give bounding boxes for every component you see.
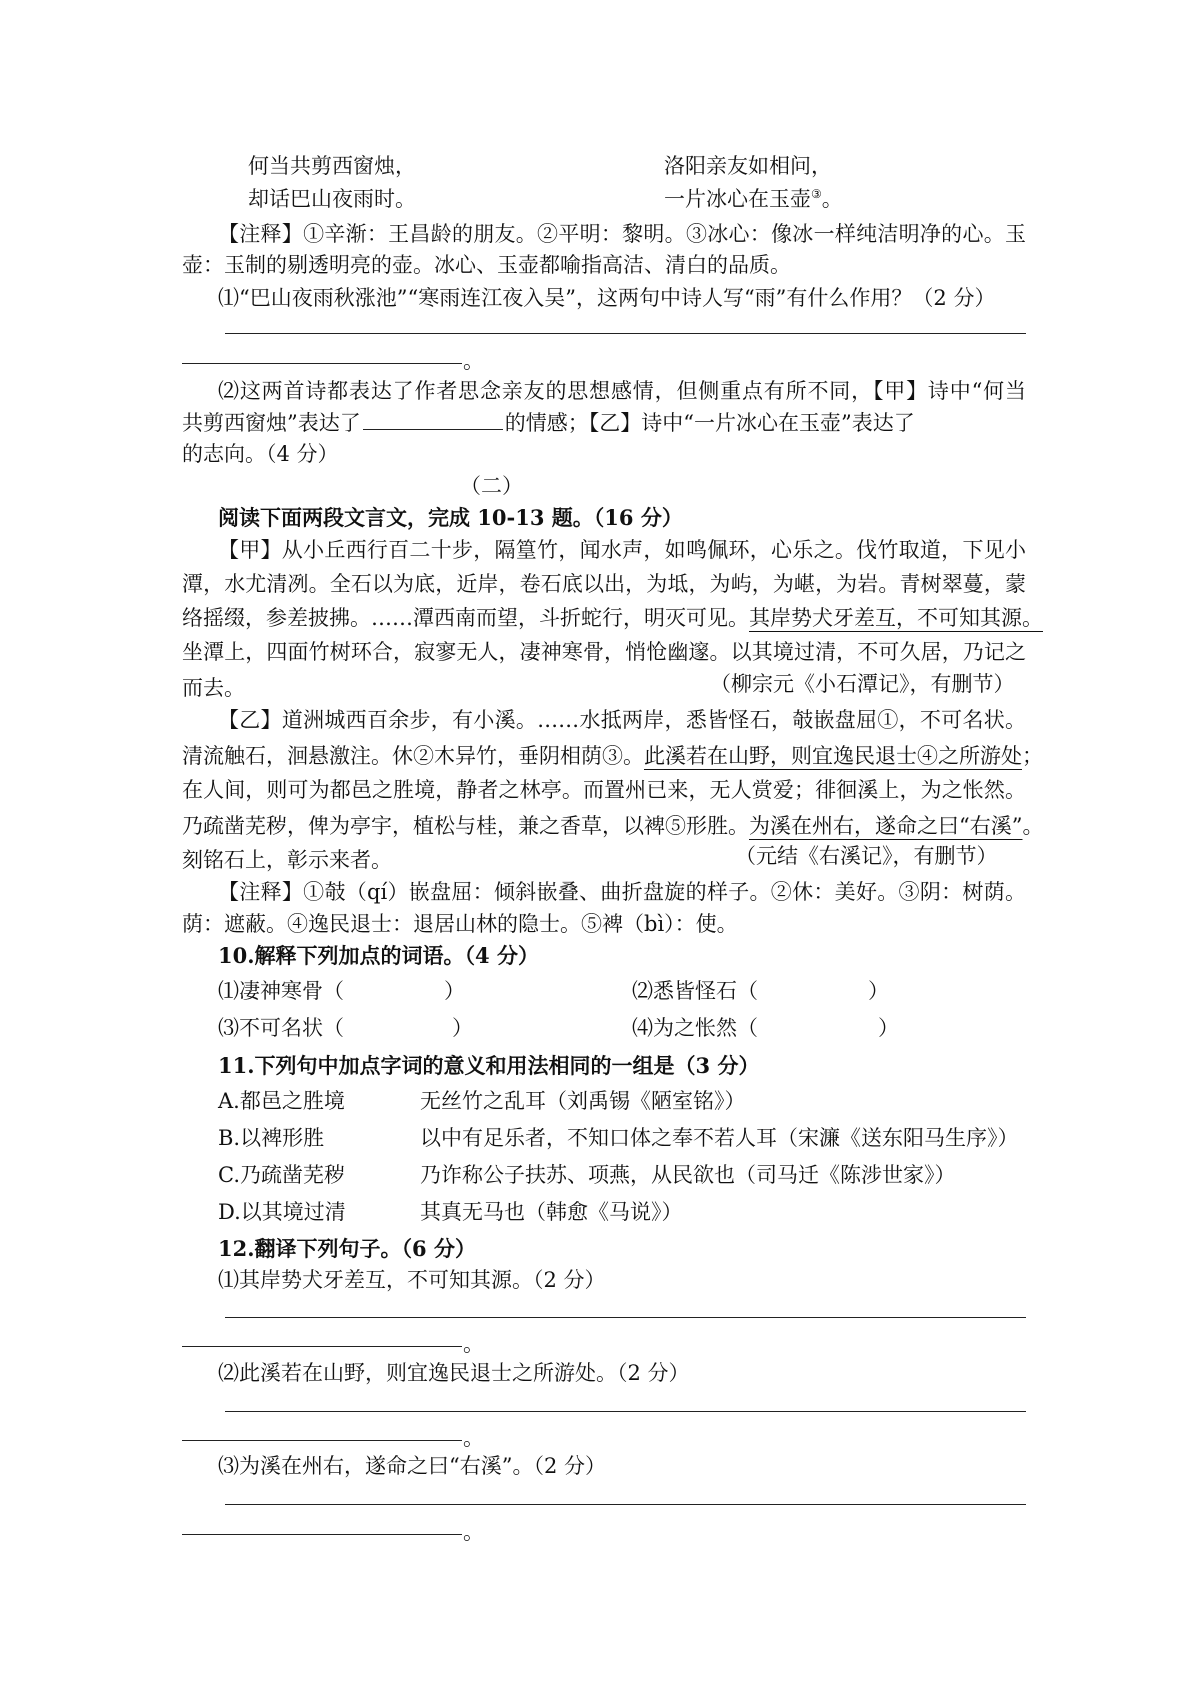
q11-option-a-right: 无丝竹之乱耳（刘禹锡《陋室铭》） bbox=[420, 1089, 746, 1113]
q10-item-label: ⑴凄神寒骨（ bbox=[218, 979, 344, 1003]
poem-right-line-2 bbox=[664, 183, 843, 213]
poem-left-line-2: 却话巴山夜雨时。 bbox=[248, 187, 416, 211]
q10-item-2 bbox=[632, 975, 889, 1005]
fill-blank[interactable] bbox=[363, 409, 503, 430]
q11-option-b-right: 以中有足乐者，不知口体之奉不若人耳（宋濂《送东阳马生序》） bbox=[420, 1126, 1019, 1150]
text-jia-line-1: 【甲】从小丘西行百二十步，隔篁竹，闻水声，如鸣佩环，心乐之。伐竹取道，下见小 bbox=[218, 538, 1026, 562]
footnote-marker: ③ bbox=[811, 187, 822, 201]
text-jia-line-2: 潭，水尤清冽。全石以为底，近岸，卷石底以出，为坻，为屿，为嵁，为岩。青树翠蔓，蒙 bbox=[182, 572, 1026, 596]
text-yi-line-3: 在人间，则可为都邑之胜境，静者之林亭。而置州已来，无人赏爱；徘徊溪上，为之怅然。 bbox=[182, 778, 1026, 802]
answer-line[interactable] bbox=[225, 1317, 1026, 1318]
answer-end-mark: 。 bbox=[463, 1332, 484, 1356]
q9-part2-line-3: 的志向。（4 分） bbox=[182, 442, 339, 466]
text-yi-underlined-sentence-1: 此溪若在山野，则宜逸民退士④之所游处 bbox=[644, 744, 1022, 768]
poem-right-line-2-text: 一片冰心在玉壶 bbox=[664, 187, 811, 211]
q9-part2-text-a: 共剪西窗烛”表达了 bbox=[182, 411, 361, 435]
q10-item-close: ） bbox=[452, 1016, 473, 1040]
text-yi-line-4-end: 。 bbox=[1022, 814, 1044, 838]
q10-item-label: ⑷为之怅然（ bbox=[632, 1016, 758, 1040]
text-note-line-2: 荫：遮蔽。④逸民退士：退居山林的隐士。⑤裨（bì）：使。 bbox=[182, 912, 738, 936]
text-jia-source: （柳宗元《小石潭记》，有删节） bbox=[710, 672, 1015, 696]
text-note-line-1: 【注释】①攲（qí）嵌盘屈：倾斜嵌叠、曲折盘旋的样子。②休：美好。③阴：树荫。 bbox=[218, 880, 1026, 904]
q10-item-3 bbox=[218, 1012, 473, 1042]
q10-item-4 bbox=[632, 1012, 899, 1042]
answer-line[interactable] bbox=[225, 1411, 1026, 1412]
poem-right-line-2-end: 。 bbox=[821, 187, 843, 211]
q11-option-a-left[interactable]: A.都邑之胜境 bbox=[218, 1089, 345, 1113]
text-yi-line-4-text: 乃疏凿芜秽，俾为亭宇，植松与桂，兼之香草，以裨⑤形胜。 bbox=[182, 814, 749, 838]
answer-end-mark: 。 bbox=[463, 349, 484, 373]
q11-option-d-left[interactable]: D.以其境过清 bbox=[218, 1200, 346, 1224]
text-yi-source: （元结《右溪记》，有删节） bbox=[735, 844, 998, 868]
q11-option-b-left[interactable]: B.以裨形胜 bbox=[218, 1126, 325, 1150]
q10-item-label: ⑶不可名状（ bbox=[218, 1016, 344, 1040]
q12-title: 12.翻译下列句子。（6 分） bbox=[218, 1236, 476, 1261]
q10-item-close: ） bbox=[878, 1016, 899, 1040]
text-yi-line-1: 【乙】道洲城西百余步，有小溪。……水抵两岸，悉皆怪石，攲嵌盘屈①，不可名状。 bbox=[218, 708, 1026, 732]
q11-option-c-left[interactable]: C.乃疏凿芜秽 bbox=[218, 1163, 345, 1187]
q11-option-d-right: 其真无马也（韩愈《马说》） bbox=[420, 1200, 683, 1224]
q10-item-label: ⑵悉皆怪石（ bbox=[632, 979, 758, 1003]
answer-end-mark: 。 bbox=[463, 1426, 484, 1450]
answer-line[interactable] bbox=[182, 1346, 462, 1347]
q12-item-2: ⑵此溪若在山野，则宜逸民退士之所游处。（2 分） bbox=[218, 1361, 690, 1385]
text-yi-line-5: 刻铭石上，彰示来者。 bbox=[182, 848, 392, 872]
q9-part2-line-2 bbox=[182, 407, 1026, 437]
q10-item-close: ） bbox=[444, 979, 465, 1003]
q10-title: 10.解释下列加点的词语。（4 分） bbox=[218, 943, 539, 968]
text-jia-underlined-sentence: 其岸势犬牙差互，不可知其源。 bbox=[749, 606, 1043, 630]
answer-line[interactable] bbox=[182, 1534, 462, 1535]
text-jia-line-3 bbox=[182, 602, 1043, 632]
text-yi-line-2-text: 清流触石，洄悬激注。休②木异竹，垂阴相荫③。 bbox=[182, 744, 644, 768]
answer-line[interactable] bbox=[182, 363, 462, 364]
poem-note-line-1: 【注释】①辛渐：王昌龄的朋友。②平明：黎明。③冰心：像冰一样纯洁明净的心。玉 bbox=[218, 222, 1026, 246]
q12-item-1: ⑴其岸势犬牙差互，不可知其源。（2 分） bbox=[218, 1268, 606, 1292]
q10-item-1 bbox=[218, 975, 465, 1005]
poem-left-line-1: 何当共剪西窗烛， bbox=[248, 154, 416, 178]
text-jia-line-5: 而去。 bbox=[182, 676, 245, 700]
answer-line[interactable] bbox=[225, 333, 1026, 334]
text-yi-underlined-sentence-2: 为溪在州右，遂命之曰“右溪” bbox=[749, 814, 1023, 838]
q9-part2-text-b: 的情感；【乙】诗中“一片冰心在玉壶”表达了 bbox=[504, 411, 915, 435]
poem-note-line-2: 壶：玉制的剔透明亮的壶。冰心、玉壶都喻指高洁、清白的品质。 bbox=[182, 253, 791, 277]
text-jia-line-4: 坐潭上，四面竹树环合，寂寥无人，凄神寒骨，悄怆幽邃。以其境过清，不可久居，乃记之 bbox=[182, 640, 1026, 664]
text-yi-line-2 bbox=[182, 740, 1043, 770]
answer-end-mark: 。 bbox=[463, 1520, 484, 1544]
section-heading: （二） bbox=[460, 474, 523, 498]
text-yi-line-2-end: ； bbox=[1022, 744, 1043, 768]
q9-part1: ⑴“巴山夜雨秋涨池”“寒雨连江夜入吴”，这两句中诗人写“雨”有什么作用？（2 分） bbox=[218, 286, 996, 310]
answer-line[interactable] bbox=[182, 1440, 462, 1441]
q11-option-c-right: 乃诈称公子扶苏、项燕，从民欲也（司马迁《陈涉世家》） bbox=[420, 1163, 956, 1187]
q9-part2-line-1: ⑵这两首诗都表达了作者思念亲友的思想感情，但侧重点有所不同，【甲】诗中“何当 bbox=[218, 379, 1026, 403]
answer-line[interactable] bbox=[225, 1504, 1026, 1505]
q11-title: 11.下列句中加点字词的意义和用法相同的一组是（3 分） bbox=[218, 1053, 760, 1078]
q10-item-close: ） bbox=[868, 979, 889, 1003]
q12-item-3: ⑶为溪在州右，遂命之曰“右溪”。（2 分） bbox=[218, 1454, 607, 1478]
poem-right-line-1: 洛阳亲友如相问， bbox=[664, 154, 832, 178]
section-instruction: 阅读下面两段文言文，完成 10-13 题。（16 分） bbox=[218, 505, 683, 530]
text-yi-line-4 bbox=[182, 810, 1044, 840]
text-jia-line-3-text: 络摇缀，参差披拂。……潭西南而望，斗折蛇行，明灭可见。 bbox=[182, 606, 749, 630]
